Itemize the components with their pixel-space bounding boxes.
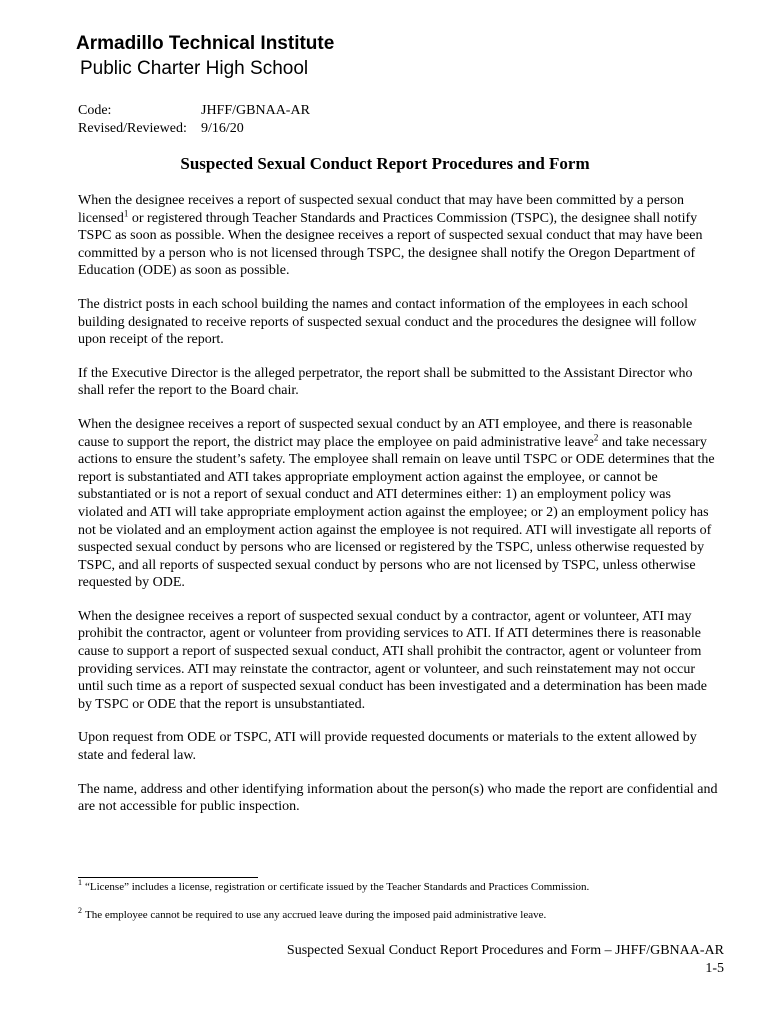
paragraph-4 bbox=[78, 416, 718, 592]
code-row bbox=[78, 102, 310, 120]
footnote-2-marker: 2 bbox=[78, 906, 82, 916]
footnote-1-text: “License” includes a license, registration or certificate issued by the Teacher Standards and Practices Commission. bbox=[85, 881, 590, 893]
paragraph-5: When the designee receives a report of suspected sexual conduct by a contractor, agent or volunteer, ATI may prohibit the contractor, agent or volunteer from providing services to ATI. If ATI determines there is reasonable cause to support a report of suspected sexual conduct, ATI shall prohibit the contractor, agent or volunteer from providing services. ATI may reinstate the contractor, agent or volunteer, and such reinstatement may not occur until such time as a report of suspected sexual conduct has been investigated and a determination has been made by TSPC or ODE that the report is unsubstantiated. bbox=[78, 608, 708, 712]
paragraph-1 bbox=[78, 192, 718, 280]
code-label: Code: bbox=[78, 103, 112, 118]
paragraph-1-text-a: When the designee receives a report of suspected sexual conduct that may have been committed by a person licensed bbox=[78, 193, 685, 226]
paragraph-7: The name, address and other identifying information about the person(s) who made the report are confidential and are not accessible for public inspection. bbox=[78, 781, 718, 815]
paragraph-1-text-b: or registered through Teacher Standards and Practices Commission (TSPC), the designee shall notify TSPC as soon as possible. When the designee receives a report of suspected sexual conduct that may have been committed by a person who is not licensed through TSPC, the designee shall notify the Oregon Department of Education (ODE) as soon as possible. bbox=[78, 210, 703, 279]
footnote-2-text: The employee cannot be required to use any accrued leave during the imposed paid administrative leave. bbox=[85, 909, 547, 921]
footnote-1 bbox=[78, 880, 718, 894]
revised-value: 9/16/20 bbox=[201, 121, 244, 136]
footnote-1-marker: 1 bbox=[78, 878, 82, 888]
org-subtitle: Public Charter High School bbox=[80, 58, 309, 79]
revised-label: Revised/Reviewed: bbox=[78, 121, 187, 136]
footnote-ref-1: 1 bbox=[123, 207, 129, 218]
paragraph-3: If the Executive Director is the alleged perpetrator, the report shall be submitted to the Assistant Director who shall refer the report to the Board chair. bbox=[78, 365, 693, 399]
document-meta bbox=[78, 102, 310, 138]
revised-row bbox=[78, 120, 310, 138]
paragraph-2: The district posts in each school building the names and contact information of the employees in each school building designated to receive reports of suspected sexual conduct and the procedures the designee will follow upon receipt of the report. bbox=[78, 296, 697, 348]
code-value: JHFF/GBNAA-AR bbox=[201, 103, 310, 118]
footnote-ref-2: 2 bbox=[593, 431, 599, 442]
paragraph-4-text-a: When the designee receives a report of suspected sexual conduct by an ATI employee, and there is reasonable cause to support the report, the district may place the employee on paid administrative leave bbox=[78, 416, 693, 450]
paragraph-6: Upon request from ODE or TSPC, ATI will provide requested documents or materials to the extent allowed by state and federal law. bbox=[78, 730, 697, 764]
document-body bbox=[78, 192, 718, 832]
footnote-2 bbox=[78, 908, 718, 922]
page-footer bbox=[287, 942, 724, 978]
paragraph-4-text-b: and take necessary actions to ensure the student’s safety. The employee shall remain on leave until TSPC or ODE determines that the report is substantiated and ATI takes appropriate employment action against the employee, or cannot be substantiated or is not a report of sexual conduct and ATI determines either: 1) an employment policy was violated and ATI will take appropriate employment action against the employee; or 2) an employment policy has not be violated and an employment action against the employee is not required. ATI will investigate all reports of suspected sexual conduct by persons who are licensed or registered by the TSPC, unless otherwise requested by TSPC, and all reports of suspected sexual conduct by persons who are not licensed by TSPC, unless otherwise requested by ODE. bbox=[78, 434, 715, 591]
footnote-divider bbox=[78, 877, 258, 878]
org-name: Armadillo Technical Institute bbox=[76, 33, 335, 54]
page-number: 1-5 bbox=[705, 961, 724, 976]
footer-doc-ref: Suspected Sexual Conduct Report Procedures and Form – JHFF/GBNAA-AR bbox=[286, 943, 724, 958]
document-title: Suspected Sexual Conduct Report Procedures and Form bbox=[180, 154, 590, 173]
